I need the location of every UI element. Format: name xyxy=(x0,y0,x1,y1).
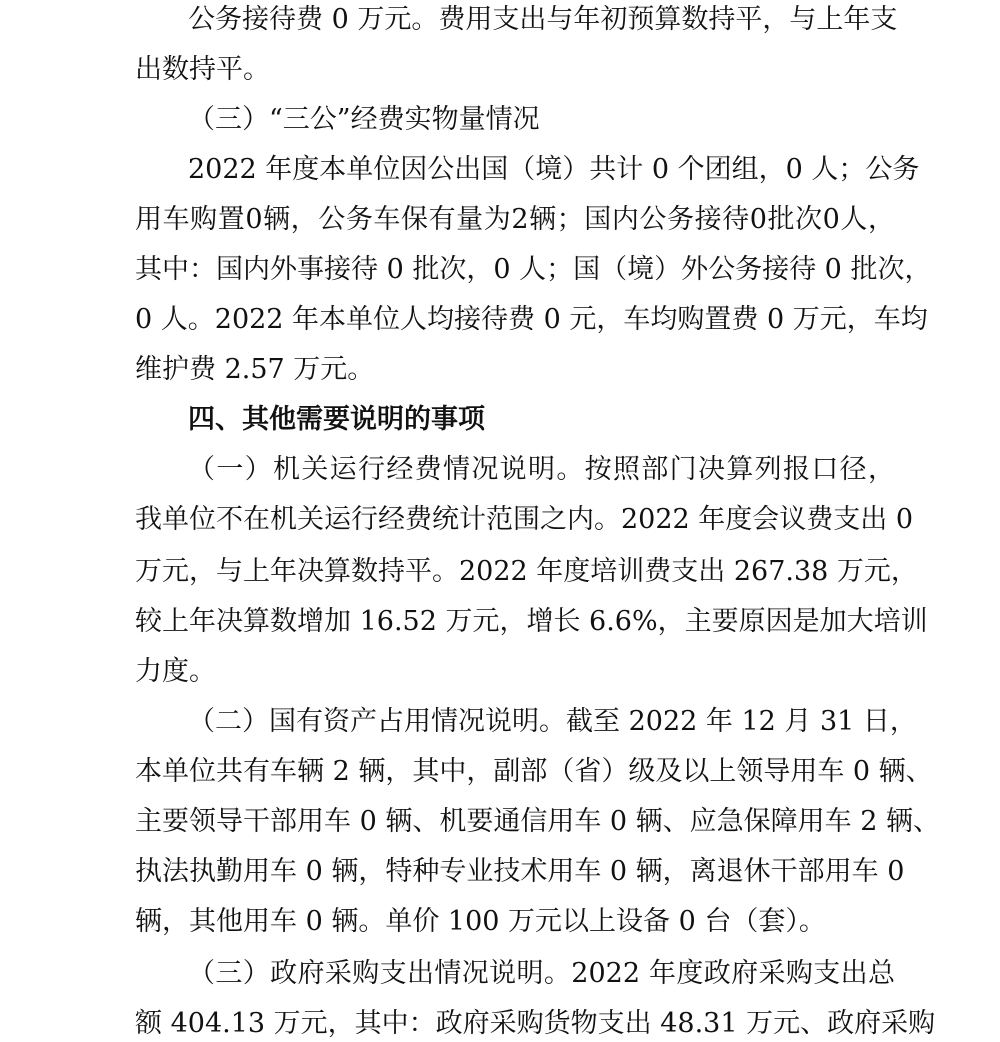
text-line: 出数持平。 xyxy=(135,54,270,85)
section-heading: 四、其他需要说明的事项 xyxy=(188,404,485,435)
text-line: 力度。 xyxy=(135,656,216,687)
text-line: 其中：国内外事接待 0 批次，0 人；国（境）外公务接待 0 批次， xyxy=(135,254,932,285)
text-line: 我单位不在机关运行经费统计范围之内。2022 年度会议费支出 0 xyxy=(135,504,914,535)
text-line: 维护费 2.57 万元。 xyxy=(135,354,375,385)
section-subheading: （三）“三公”经费实物量情况 xyxy=(188,104,540,135)
text-line: （一）机关运行经费情况说明。按照部门决算列报口径， xyxy=(188,454,895,485)
text-line: 执法执勤用车 0 辆，特种专业技术用车 0 辆，离退休干部用车 0 xyxy=(135,856,905,887)
text-line: 0 人。2022 年本单位人均接待费 0 元，车均购置费 0 万元，车均 xyxy=(135,304,928,335)
text-line: （三）政府采购支出情况说明。2022 年度政府采购支出总 xyxy=(188,958,895,989)
text-line: 额 404.13 万元，其中：政府采购货物支出 48.31 万元、政府采购 xyxy=(135,1008,936,1039)
text-line: 用车购置0辆，公务车保有量为2辆；国内公务接待0批次0人， xyxy=(135,204,895,235)
text-line: 主要领导干部用车 0 辆、机要通信用车 0 辆、应急保障用车 2 辆、 xyxy=(135,806,941,837)
text-line: 公务接待费 0 万元。费用支出与年初预算数持平，与上年支 xyxy=(188,4,898,35)
text-line: （二）国有资产占用情况说明。截至 2022 年 12 月 31 日， xyxy=(188,706,917,737)
text-line: 本单位共有车辆 2 辆，其中，副部（省）级及以上领导用车 0 辆、 xyxy=(135,756,933,787)
text-line: 辆，其他用车 0 辆。单价 100 万元以上设备 0 台（套）。 xyxy=(135,906,826,937)
text-line: 2022 年度本单位因公出国（境）共计 0 个团组，0 人；公务 xyxy=(188,154,920,185)
text-line: 万元，与上年决算数持平。2022 年度培训费支出 267.38 万元， xyxy=(135,556,918,587)
text-line: 较上年决算数增加 16.52 万元，增长 6.6%，主要原因是加大培训 xyxy=(135,606,928,637)
